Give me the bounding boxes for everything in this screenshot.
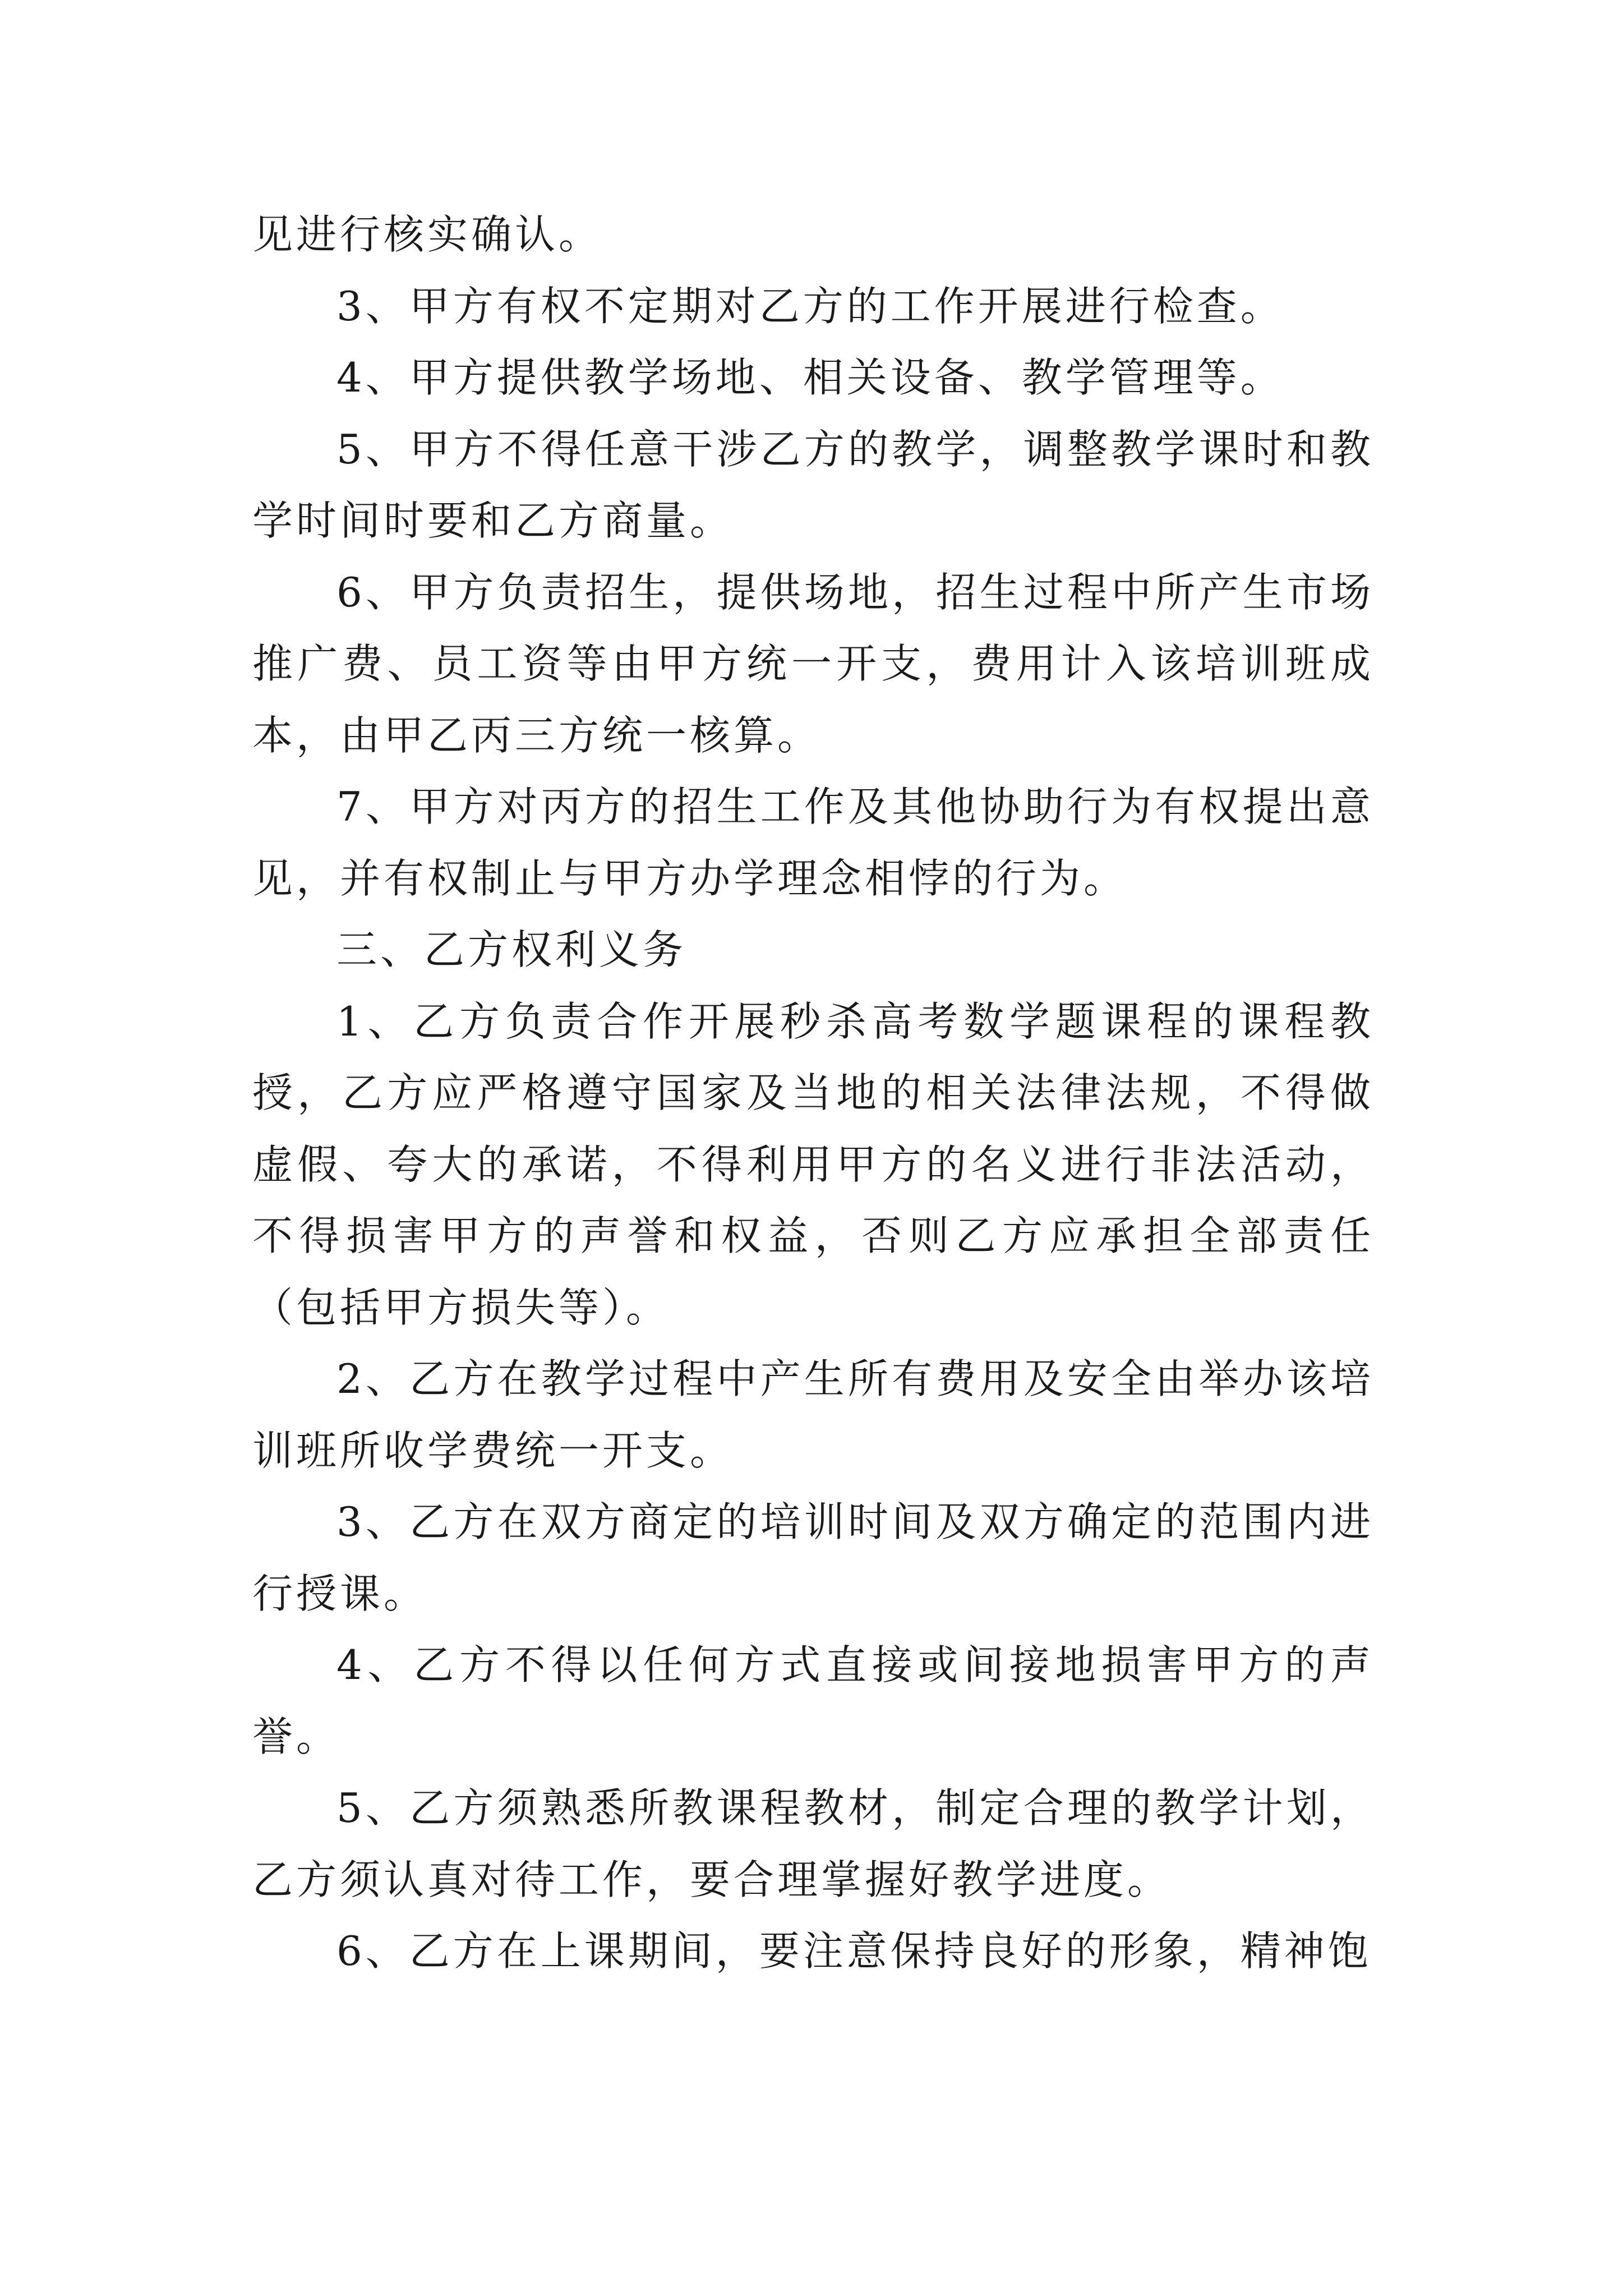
paragraph-b-item-4: 4、乙方不得以任何方式直接或间接地损害甲方的声誉。 xyxy=(252,1641,1374,1760)
paragraph-item-7: 7、甲方对丙方的招生工作及其他协助行为有权提出意见，并有权制止与甲方办学理念相悖的行为。 xyxy=(252,783,1374,902)
document-body xyxy=(252,199,1374,1987)
paragraph-b-item-1: 1、乙方负责合作开展秒杀高考数学题课程的课程教授，乙方应严格遵守国家及当地的相关法律法规，不得做虚假、夸大的承诺，不得利用甲方的名义进行非法活动，不得损害甲方的声誉和权益，否则乙方应承担全部责任（包括甲方损失等）。 xyxy=(252,997,1374,1331)
paragraph-b-item-3: 3、乙方在双方商定的培训时间及双方确定的范围内进行授课。 xyxy=(252,1498,1374,1617)
section-heading: 三、乙方权利义务 xyxy=(336,926,687,973)
paragraph-b-item-5: 5、乙方须熟悉所教课程教材，制定合理的教学计划，乙方须认真对待工作，要合理掌握好教学进度。 xyxy=(252,1784,1374,1903)
paragraph-continuation: 见进行核实确认。 xyxy=(252,211,603,258)
paragraph-item-6: 6、甲方负责招生，提供场地，招生过程中所产生市场推广费、员工资等由甲方统一开支，费用计入该培训班成本，由甲乙丙三方统一核算。 xyxy=(252,568,1374,759)
paragraph-item-4: 4、甲方提供教学场地、相关设备、教学管理等。 xyxy=(336,354,1284,401)
paragraph-b-item-2: 2、乙方在教学过程中产生所有费用及安全由举办该培训班所收学费统一开支。 xyxy=(252,1355,1374,1474)
paragraph-item-3: 3、甲方有权不定期对乙方的工作开展进行检查。 xyxy=(336,282,1284,330)
paragraph-item-5: 5、甲方不得任意干涉乙方的教学，调整教学课时和教学时间时要和乙方商量。 xyxy=(252,425,1374,544)
paragraph-b-item-6: 6、乙方在上课期间，要注意保持良好的形象，精神饱 xyxy=(336,1927,1372,1975)
